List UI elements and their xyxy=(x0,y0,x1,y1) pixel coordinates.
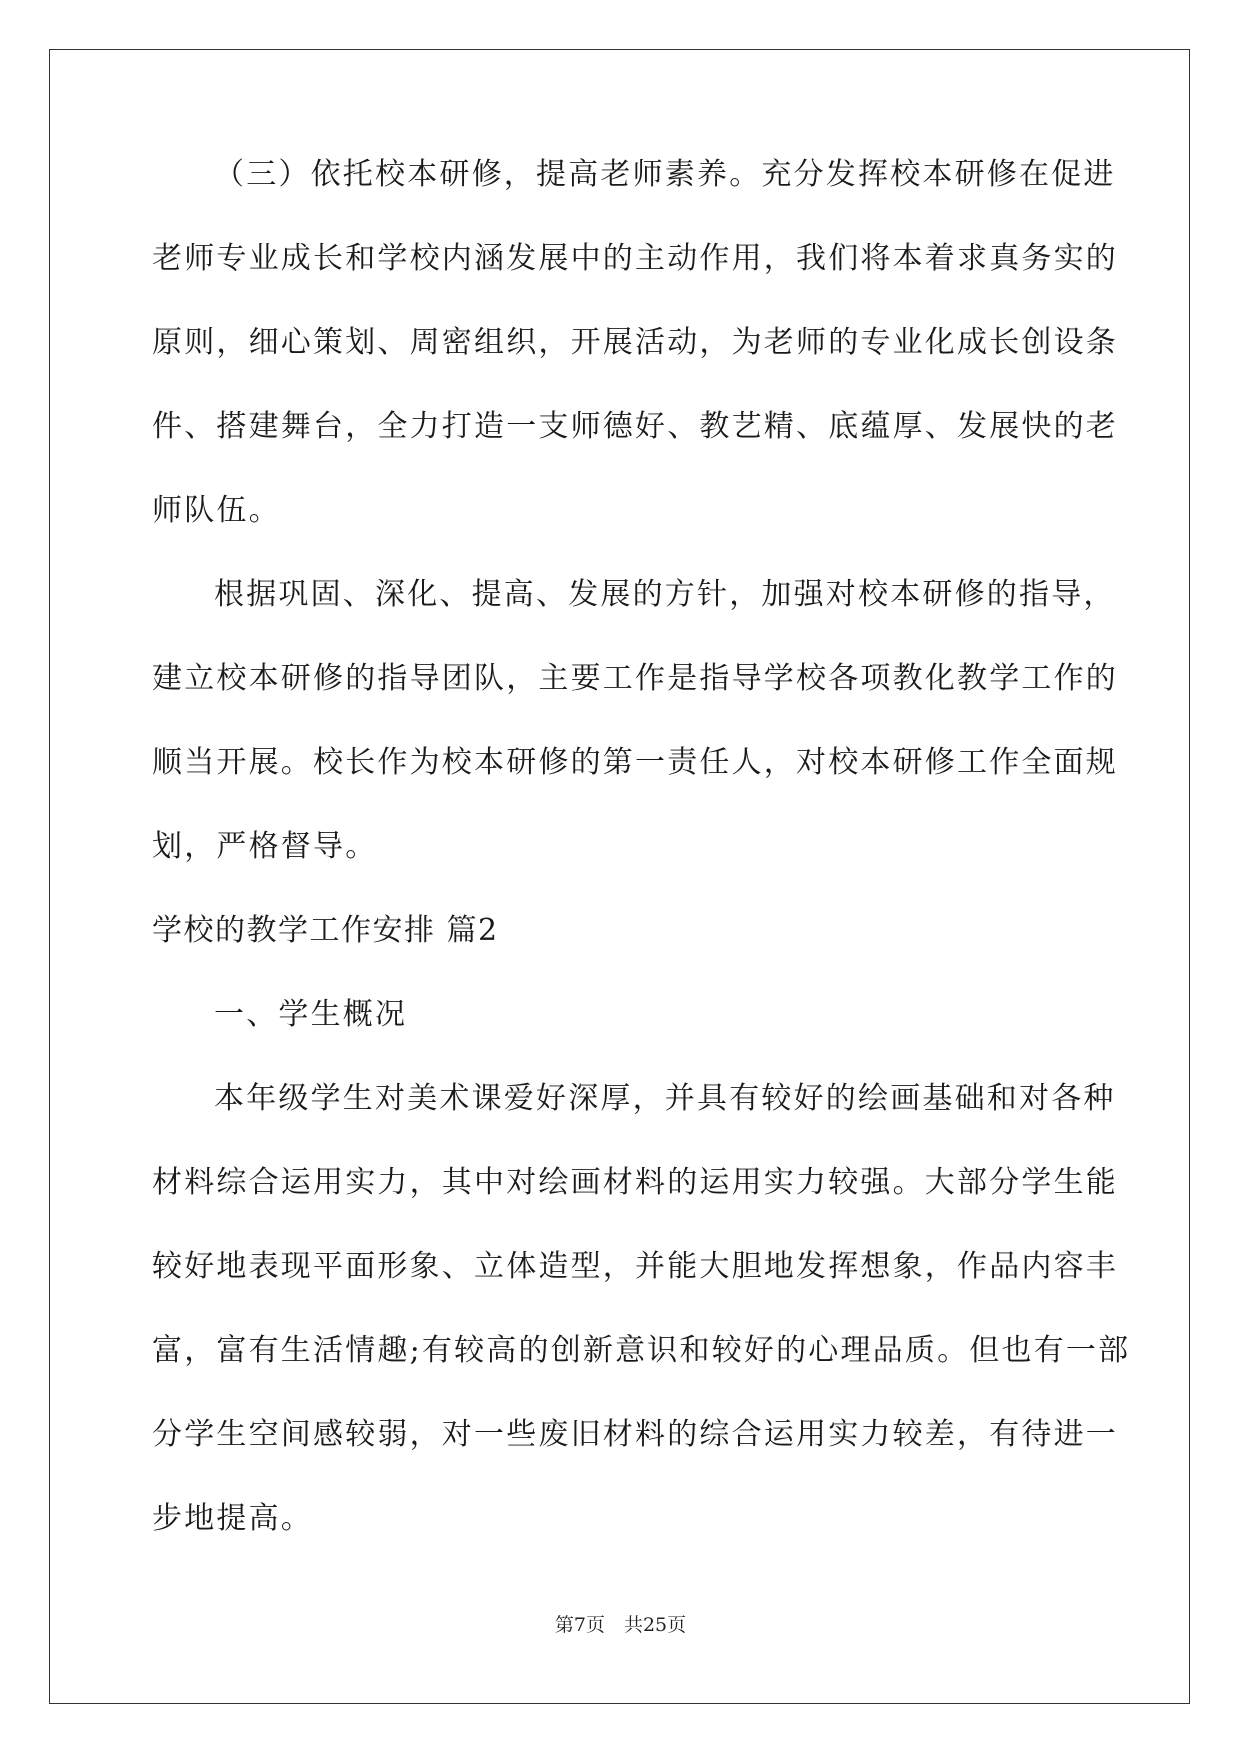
section-heading: 学校的教学工作安排 篇2 xyxy=(152,913,499,948)
document-body xyxy=(152,157,1131,1588)
paragraph-line: 根据巩固、深化、提高、发展的方针，加强对校本研修的指导， xyxy=(214,577,1116,612)
paragraph-line: 件、搭建舞台，全力打造一支师德好、教艺精、底蕴厚、发展快的老 xyxy=(152,409,1118,444)
paragraph-line: （三）依托校本研修，提高老师素养。充分发挥校本研修在促进 xyxy=(214,157,1116,192)
page-number: 第7页 共25页 xyxy=(554,1614,687,1636)
paragraph-line: 较好地表现平面形象、立体造型，并能大胆地发挥想象，作品内容丰 xyxy=(152,1249,1118,1284)
paragraph-line: 步地提高。 xyxy=(152,1501,313,1536)
paragraph-line: 分学生空间感较弱，对一些废旧材料的综合运用实力较差，有待进一 xyxy=(152,1417,1118,1452)
paragraph-line: 本年级学生对美术课爱好深厚，并具有较好的绘画基础和对各种 xyxy=(214,1081,1116,1116)
paragraph-line: 师队伍。 xyxy=(152,493,281,528)
paragraph-line: 顺当开展。校长作为校本研修的第一责任人，对校本研修工作全面规 xyxy=(152,745,1118,780)
paragraph-line: 划，严格督导。 xyxy=(152,829,378,864)
paragraph-line: 老师专业成长和学校内涵发展中的主动作用，我们将本着求真务实的 xyxy=(152,241,1118,276)
paragraph-line: 材料综合运用实力，其中对绘画材料的运用实力较强。大部分学生能 xyxy=(152,1165,1118,1200)
subsection-heading: 一、学生概况 xyxy=(214,997,408,1032)
paragraph-line: 原则，细心策划、周密组织，开展活动，为老师的专业化成长创设条 xyxy=(152,325,1118,360)
paragraph-line: 建立校本研修的指导团队，主要工作是指导学校各项教化教学工作的 xyxy=(152,661,1118,696)
paragraph-line: 富，富有生活情趣;有较高的创新意识和较好的心理品质。但也有一部 xyxy=(152,1333,1131,1368)
